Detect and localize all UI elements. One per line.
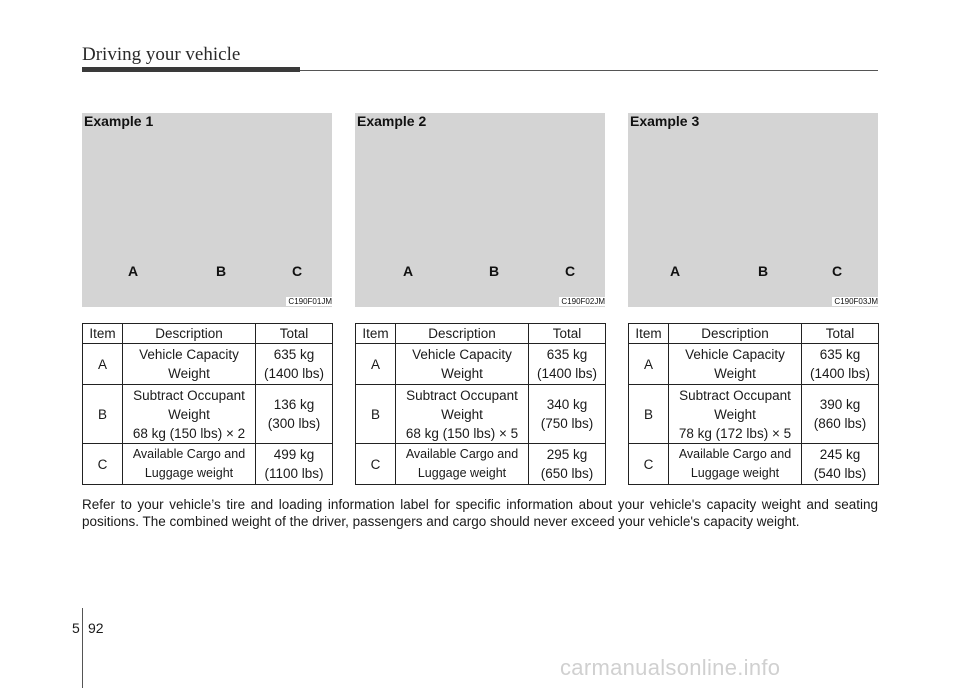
desc-line: Weight <box>714 406 756 422</box>
desc-line: Weight <box>168 366 210 381</box>
desc-line: 68 kg (150 lbs) × 2 <box>132 425 246 441</box>
label-a: A <box>403 263 414 279</box>
cell-description <box>669 344 802 385</box>
cell-description <box>669 385 802 444</box>
desc-line: Weight <box>714 366 756 381</box>
desc-line: Luggage weight <box>144 466 234 480</box>
table-header-row <box>83 324 333 344</box>
cell-item: B <box>356 385 396 444</box>
cell-total <box>529 385 606 444</box>
header-description: Description <box>669 324 802 344</box>
example-figure <box>628 113 878 307</box>
load-table <box>355 323 606 485</box>
header-description: Description <box>123 324 256 344</box>
desc-line: 68 kg (150 lbs) × 5 <box>405 425 519 441</box>
table-row <box>83 444 333 485</box>
label-a: A <box>128 263 139 279</box>
figure-code: C190F01JM <box>288 297 332 306</box>
seat-labels <box>82 263 332 283</box>
total-kg: 340 kg <box>546 397 588 412</box>
label-b: B <box>216 263 227 279</box>
desc-line: 78 kg (172 lbs) × 5 <box>678 425 792 441</box>
figure-code: C190F02JM <box>561 297 605 306</box>
table-row <box>629 385 879 444</box>
desc-line: Subtract Occupant <box>133 387 245 403</box>
seat-labels <box>355 263 605 283</box>
label-c: C <box>292 263 303 279</box>
info-paragraph: Refer to your vehicle’s tire and loading information label for specific information about your vehicle's capacity weight and seating positions. The combined weight of the driver, passengers and cargo should never exceed your vehicle's capacity weight. <box>82 497 878 529</box>
footer-rule <box>82 608 83 688</box>
header-total: Total <box>529 324 606 344</box>
section-number: 5 <box>72 620 80 636</box>
table-row <box>83 344 333 385</box>
desc-line: Vehicle Capacity <box>139 347 239 362</box>
example-title: Example 3 <box>630 113 700 129</box>
cell-description <box>396 385 529 444</box>
table-header-row <box>356 324 606 344</box>
header-total: Total <box>256 324 333 344</box>
cell-total <box>802 444 879 485</box>
label-c: C <box>832 263 843 279</box>
figure-code: C190F03JM <box>834 297 878 306</box>
header-item: Item <box>629 324 669 344</box>
cell-item: B <box>629 385 669 444</box>
cell-total <box>529 444 606 485</box>
desc-line: Luggage weight <box>417 466 507 480</box>
total-kg: 245 kg <box>819 447 861 462</box>
table-header-row <box>629 324 879 344</box>
label-c: C <box>565 263 576 279</box>
example-title: Example 2 <box>357 113 427 129</box>
desc-line: Weight <box>441 406 483 422</box>
total-lbs: (1100 lbs) <box>264 466 324 481</box>
cell-description <box>396 444 529 485</box>
seat-labels <box>628 263 878 283</box>
cell-item: A <box>83 344 123 385</box>
header-rule-thick <box>82 67 300 72</box>
total-lbs: (650 lbs) <box>540 466 594 481</box>
desc-line: Vehicle Capacity <box>685 347 785 362</box>
cell-total <box>802 385 879 444</box>
header-item: Item <box>356 324 396 344</box>
example-figure <box>82 113 332 307</box>
cell-description <box>123 344 256 385</box>
cell-total <box>256 344 333 385</box>
desc-line: Subtract Occupant <box>406 387 518 403</box>
total-kg: 499 kg <box>273 447 315 462</box>
desc-line: Luggage weight <box>690 466 780 480</box>
desc-line: Available Cargo and <box>132 447 246 461</box>
page-number: 92 <box>88 620 104 636</box>
cell-total <box>529 344 606 385</box>
example-1 <box>82 113 332 485</box>
cell-total <box>802 344 879 385</box>
cell-item: C <box>83 444 123 485</box>
total-kg: 635 kg <box>546 347 588 362</box>
total-lbs: (1400 lbs) <box>263 366 325 381</box>
cell-item: A <box>356 344 396 385</box>
label-b: B <box>758 263 769 279</box>
total-lbs: (1400 lbs) <box>809 366 871 381</box>
total-kg: 136 kg <box>273 397 315 412</box>
example-2 <box>355 113 605 485</box>
desc-line: Available Cargo and <box>405 447 519 461</box>
cell-total <box>256 385 333 444</box>
cell-description <box>123 444 256 485</box>
cell-description <box>123 385 256 444</box>
table-row <box>356 385 606 444</box>
desc-line: Weight <box>168 406 210 422</box>
cell-total <box>256 444 333 485</box>
table-row <box>629 444 879 485</box>
total-kg: 295 kg <box>546 447 588 462</box>
total-kg: 635 kg <box>273 347 315 362</box>
cell-item: B <box>83 385 123 444</box>
total-kg: 390 kg <box>819 397 861 412</box>
load-table <box>82 323 333 485</box>
desc-line: Subtract Occupant <box>679 387 791 403</box>
watermark: carmanualsonline.info <box>560 655 781 680</box>
label-b: B <box>489 263 500 279</box>
desc-line: Weight <box>441 366 483 381</box>
cell-description <box>669 444 802 485</box>
example-title: Example 1 <box>84 113 154 129</box>
table-row <box>629 344 879 385</box>
header-item: Item <box>83 324 123 344</box>
total-lbs: (860 lbs) <box>813 416 867 431</box>
load-table <box>628 323 879 485</box>
cell-description <box>396 344 529 385</box>
table-row <box>356 344 606 385</box>
header-rule-thin <box>300 70 878 71</box>
table-row <box>356 444 606 485</box>
total-lbs: (750 lbs) <box>540 416 594 431</box>
total-kg: 635 kg <box>819 347 861 362</box>
total-lbs: (300 lbs) <box>267 416 321 431</box>
page-title: Driving your vehicle <box>82 44 241 65</box>
cell-item: C <box>629 444 669 485</box>
header-description: Description <box>396 324 529 344</box>
table-row <box>83 385 333 444</box>
example-3 <box>628 113 878 485</box>
desc-line: Vehicle Capacity <box>412 347 512 362</box>
desc-line: Available Cargo and <box>678 447 792 461</box>
example-figure <box>355 113 605 307</box>
header-total: Total <box>802 324 879 344</box>
cell-item: A <box>629 344 669 385</box>
total-lbs: (1400 lbs) <box>536 366 598 381</box>
cell-item: C <box>356 444 396 485</box>
total-lbs: (540 lbs) <box>813 466 867 481</box>
label-a: A <box>670 263 681 279</box>
